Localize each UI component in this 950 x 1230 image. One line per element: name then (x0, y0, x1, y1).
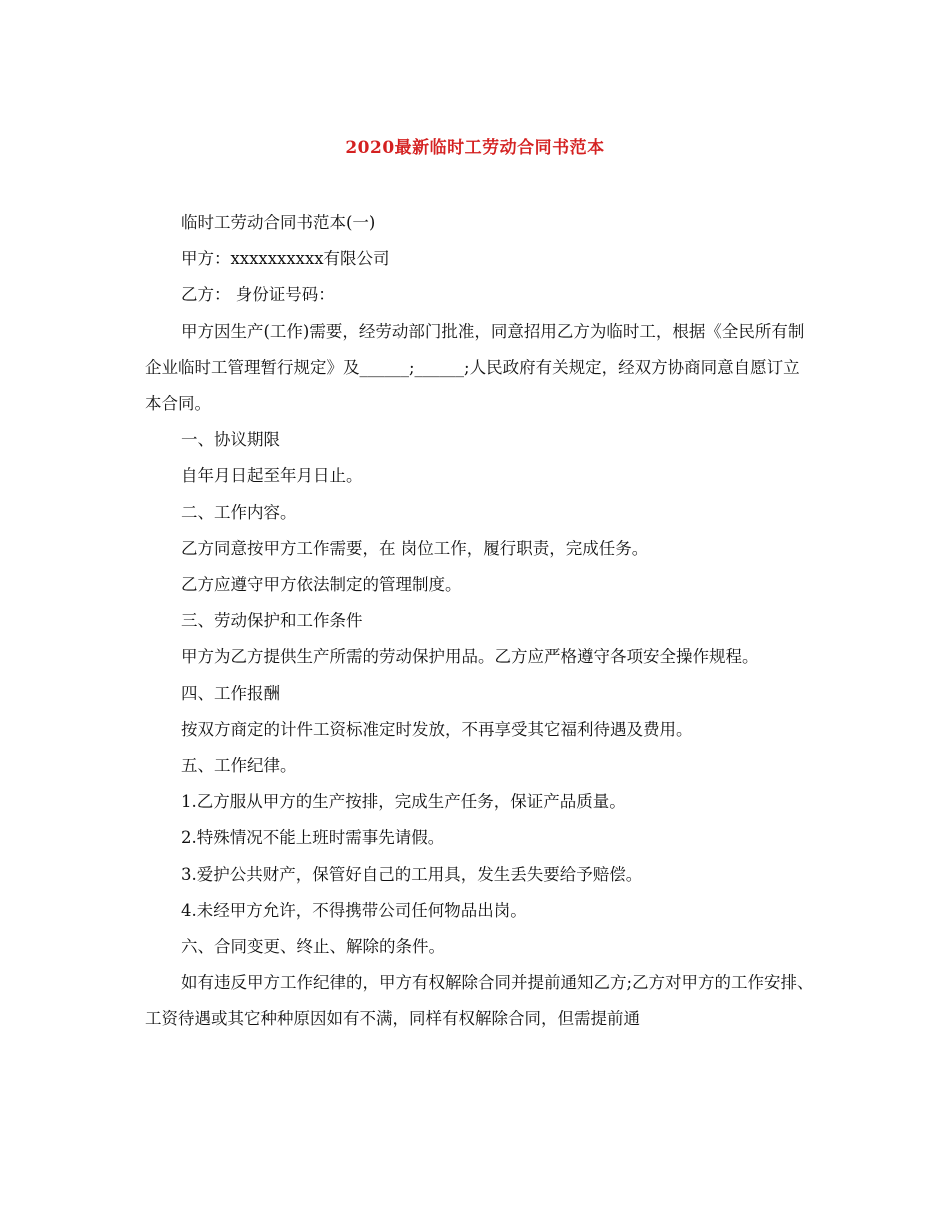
discipline-item-4: 4.未经甲方允许，不得携带公司任何物品出岗。 (181, 900, 527, 920)
pay-paragraph: 按双方商定的计件工资标准定时发放，不再享受其它福利待遇及费用。 (181, 719, 693, 739)
preamble-paragraph: 甲方因生产(工作)需要，经劳动部门批准，同意招用乙方为临时工，根据《全民所有制企业临时工管理暂行规定》及______;______;人民政府有关规定，经双方协商同意自愿订立本合同。 (145, 321, 805, 414)
work-content-paragraph-1: 乙方同意按甲方工作需要，在 岗位工作，履行职责，完成任务。 (181, 538, 649, 558)
document-body (145, 205, 815, 1038)
party-a-line: 甲方：xxxxxxxxxx有限公司 (181, 249, 390, 269)
discipline-item-3: 3.爱护公共财产，保管好自己的工用具，发生丢失要给予赔偿。 (181, 864, 643, 884)
discipline-item-1: 1.乙方服从甲方的生产按排，完成生产任务，保证产品质量。 (181, 792, 626, 812)
discipline-item-2: 2.特殊情况不能上班时需事先请假。 (181, 828, 445, 848)
work-content-paragraph-2: 乙方应遵守甲方依法制定的管理制度。 (181, 575, 462, 595)
subtitle-paragraph: 临时工劳动合同书范本(一) (181, 213, 376, 232)
section-heading-discipline: 五、工作纪律。 (181, 756, 297, 776)
term-paragraph: 自年月日起至年月日止。 (181, 466, 363, 486)
document-title: 2020最新临时工劳动合同书范本 (345, 138, 605, 158)
section-heading-protection: 三、劳动保护和工作条件 (181, 611, 363, 631)
section-heading-work-content: 二、工作内容。 (181, 502, 297, 522)
protection-paragraph: 甲方为乙方提供生产所需的劳动保护用品。乙方应严格遵守各项安全操作规程。 (181, 647, 759, 667)
section-heading-term: 一、协议期限 (181, 430, 280, 450)
party-b-line: 乙方： 身份证号码： (181, 285, 335, 305)
section-heading-termination: 六、合同变更、终止、解除的条件。 (181, 937, 445, 957)
section-heading-pay: 四、工作报酬 (181, 683, 280, 703)
termination-paragraph: 如有违反甲方工作纪律的，甲方有权解除合同并提前通知乙方;乙方对甲方的工作安排、工资待遇或其它种种原因如有不满，同样有权解除合同，但需提前通 (145, 973, 814, 1029)
